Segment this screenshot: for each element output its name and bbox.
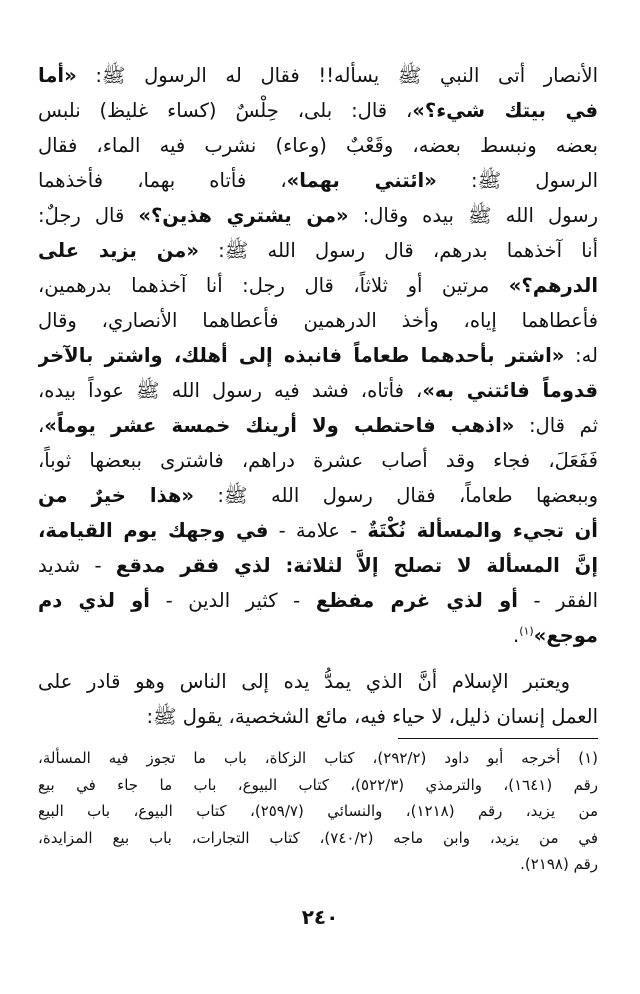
text-line bbox=[38, 548, 598, 583]
text-line bbox=[38, 513, 598, 548]
text-segment: وببعضها طعاماً، فقال رسول الله ﷺ: bbox=[193, 484, 598, 507]
text-segment: قال رجلٌ: bbox=[38, 204, 139, 227]
footnote-line: رقم (١٦٤١)، والترمذي (٥٢٢/٣)، كتاب البيوع، باب ما جاء في بيع bbox=[38, 775, 598, 794]
bold-text: «هذا خيرٌ من bbox=[38, 484, 194, 507]
text-segment: العمل إنسان ذليل، لا حياء فيه، مائع الشخصية، يقول ﷺ: bbox=[146, 705, 598, 728]
bold-text: «أما bbox=[38, 64, 77, 87]
bold-text: موجع» bbox=[533, 624, 598, 647]
text-segment: ثم قال: bbox=[514, 414, 598, 437]
text-segment: فأعطاهما إياه، وأخذ الدرهمين فأعطاهما الأنصاري، وقال bbox=[38, 309, 598, 332]
text-segment: - كثير الدين - bbox=[149, 589, 316, 612]
text-line bbox=[38, 198, 598, 233]
footnote-line: رقم (٢١٩٨). bbox=[520, 855, 598, 873]
footnotes bbox=[38, 745, 598, 878]
bold-text: إنَّ المسألة لا تصلح إلاَّ لثلاثة: لذي فقر مدقع bbox=[115, 554, 598, 577]
text-line bbox=[38, 58, 598, 93]
page-number: ٢٤٠ bbox=[301, 905, 339, 929]
text-segment: بعضه ونبسط بعضه، وقَعْبٌ (وعاء) نشرب فيه الماء، فقال bbox=[38, 134, 598, 157]
text-segment: ، فأتاه بهما، فأخذهما bbox=[38, 169, 287, 192]
text-segment: - شديد bbox=[38, 554, 116, 577]
text-line bbox=[38, 373, 598, 408]
text-segment: فَفَعَلَ، فجاء وقد أصاب عشرة دراهم، فاشترى ببعضها ثوباً، bbox=[38, 449, 598, 472]
text-segment: أنا آخذهما بدرهم، قال رسول الله ﷺ: bbox=[198, 239, 598, 262]
bold-text: «اشتر بأحدهما طعاماً فانبذه إلى أهلك، واشتر بالآخر bbox=[38, 344, 565, 367]
main-text bbox=[38, 58, 598, 734]
text-line bbox=[38, 128, 598, 163]
text-segment: - علامة - bbox=[268, 519, 368, 542]
text-segment: مرتين أو ثلاثاً، قال رجل: أنا آخذهما بدرهمين، bbox=[38, 274, 509, 297]
text-segment: الفقر - bbox=[517, 589, 598, 612]
bold-text: «من يزيد على bbox=[38, 239, 199, 262]
text-line bbox=[38, 408, 598, 443]
footnote-line: من يزيد، رقم (١٢١٨)، والنسائي (٢٥٩/٧)، كتاب البيوع، باب البيع bbox=[38, 802, 598, 820]
text-line bbox=[38, 303, 598, 338]
text-line bbox=[38, 233, 598, 268]
text-line bbox=[38, 268, 598, 303]
bold-text: أن تجيء والمسألة نُكْتَةٌ bbox=[367, 519, 598, 542]
text-segment: ويعتبر الإسلام أنَّ الذي يمدُّ يده إلى الناس وهو قادر على bbox=[38, 670, 570, 693]
text-line bbox=[38, 583, 598, 618]
footnote-ref: (١) bbox=[519, 624, 534, 638]
text-segment: الأنصار أتى النبي ﷺ يسأله!! فقال له الرسول ﷺ: bbox=[76, 64, 598, 87]
bold-text: في بيتك شيء؟» bbox=[412, 99, 598, 122]
text-line bbox=[38, 699, 598, 734]
text-line bbox=[38, 478, 598, 513]
bold-text: أو لذي دم bbox=[38, 589, 150, 612]
bold-text: «ائتني بهما» bbox=[286, 169, 437, 192]
text-line bbox=[38, 664, 598, 699]
footnote-line: (١) أخرجه أبو داود (٢٩٢/٢)، كتاب الزكاة، باب ما تجوز فيه المسألة، bbox=[38, 749, 598, 767]
bold-text: أو لذي غرم مفظع bbox=[315, 589, 518, 612]
text-segment: له: bbox=[564, 344, 598, 367]
text-line bbox=[38, 618, 598, 653]
bold-text: «اذهب فاحتطب ولا أرينك خمسة عشر يوماً» bbox=[44, 414, 515, 437]
text-line bbox=[38, 163, 598, 198]
footnote-separator bbox=[398, 738, 598, 739]
text-segment: ، فأتاه، فشد فيه رسول الله ﷺ عوداً بيده، bbox=[38, 379, 423, 402]
text-line bbox=[38, 93, 598, 128]
paragraph-gap bbox=[38, 653, 598, 664]
text-segment: ، bbox=[38, 414, 45, 437]
text-segment: ، قال: بلى، حِلْسٌ (كساء غليظ) نلبس bbox=[38, 99, 413, 122]
text-segment: الرسول ﷺ: bbox=[436, 169, 598, 192]
text-line bbox=[38, 338, 598, 373]
bold-text: «من يشتري هذين؟» bbox=[138, 204, 349, 227]
bold-text: قدوماً فائتني به» bbox=[422, 379, 598, 402]
bold-text: الدرهم؟» bbox=[508, 274, 598, 297]
text-segment: . bbox=[513, 624, 520, 647]
text-segment: رسول الله ﷺ بيده وقال: bbox=[348, 204, 598, 227]
bold-text: في وجهك يوم القيامة، bbox=[38, 519, 269, 542]
footnote-line: في من يزيد، وابن ماجه (٧٤٠/٢)، كتاب التجارات، باب بيع المزايدة، bbox=[38, 828, 598, 847]
text-line bbox=[38, 443, 598, 478]
